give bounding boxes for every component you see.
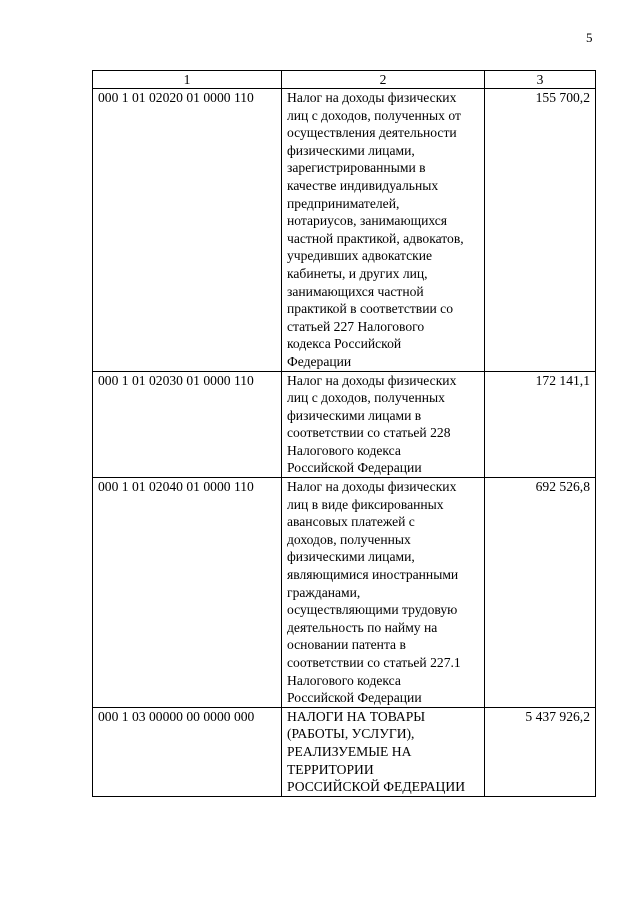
income-name-line: кабинеты, и других лиц, (287, 265, 428, 281)
income-name-line: Налогового кодекса (287, 442, 401, 458)
budget-code-cell: 000 1 01 02020 01 0000 110 (93, 89, 282, 372)
income-name-cell (282, 478, 485, 708)
income-name-line: Налог на доходы физических (287, 372, 457, 388)
income-name-line: Налог на доходы физических (287, 479, 457, 495)
income-name-line: основании патента в (287, 637, 406, 653)
income-name-line: лиц с доходов, полученных от (287, 107, 461, 123)
income-name-line: РЕАЛИЗУЕМЫЕ НА (287, 743, 412, 759)
income-name-cell (282, 707, 485, 796)
budget-code-cell: 000 1 01 02040 01 0000 110 (93, 478, 282, 708)
income-name-line: физическими лицами, (287, 142, 415, 158)
income-name-line: физическими лицами в (287, 407, 422, 423)
income-name-line: частной практикой, адвокатов, (287, 230, 464, 246)
income-name-line: доходов, полученных (287, 531, 411, 547)
income-name-line: деятельность по найму на (287, 619, 438, 635)
income-name-line: практикой в соответствии со (287, 301, 453, 317)
header-row (93, 71, 596, 89)
income-name-line: физическими лицами, (287, 549, 415, 565)
amount-cell: 155 700,2 (485, 89, 596, 372)
budget-code-cell: 000 1 03 00000 00 0000 000 (93, 707, 282, 796)
income-name-line: предпринимателей, (287, 195, 400, 211)
income-name-line: Российской Федерации (287, 460, 422, 476)
income-name-line: НАЛОГИ НА ТОВАРЫ (287, 708, 426, 724)
income-name-line: качестве индивидуальных (287, 177, 439, 193)
income-name-line: ТЕРРИТОРИИ (287, 761, 374, 777)
income-name-line: авансовых платежей с (287, 514, 415, 530)
income-name-line: соответствии со статьей 227.1 (287, 655, 461, 670)
income-name-line: соответствии со статьей 228 (287, 425, 451, 441)
header-column-3: 3 (485, 71, 596, 89)
income-name-cell (282, 89, 485, 372)
header-column-2: 2 (282, 71, 485, 89)
income-name-line: Налог на доходы физических (287, 90, 457, 105)
table-row (93, 89, 596, 372)
income-name-line: зарегистрированными в (287, 160, 426, 176)
income-name-cell (282, 371, 485, 478)
page-number: 5 (586, 30, 593, 45)
header-column-1: 1 (93, 71, 282, 89)
income-name-line: являющимися иностранными (287, 567, 459, 583)
income-name-line: осуществления деятельности (287, 125, 457, 141)
amount-cell: 5 437 926,2 (485, 707, 596, 796)
income-name-line: учредивших адвокатские (287, 248, 433, 264)
income-name-line: лиц в виде фиксированных (287, 496, 444, 512)
table-header (93, 71, 596, 89)
table-row (93, 707, 596, 796)
amount-cell: 692 526,8 (485, 478, 596, 708)
table-body (93, 89, 596, 797)
income-name-line: статьей 227 Налогового (287, 318, 425, 334)
income-name-line: осуществляющими трудовую (287, 602, 458, 618)
table-row (93, 371, 596, 478)
income-name-line: кодекса Российской (287, 336, 402, 352)
income-name-line: занимающихся частной (287, 283, 424, 299)
table-row (93, 478, 596, 708)
income-name-line: лиц с доходов, полученных (287, 390, 445, 406)
income-name-line: Налогового кодекса (287, 672, 401, 688)
income-name-line: Российской Федерации (287, 690, 422, 706)
income-name-line: Федерации (287, 353, 352, 369)
amount-cell: 172 141,1 (485, 371, 596, 478)
income-name-line: РОССИЙСКОЙ ФЕДЕРАЦИИ (287, 779, 466, 795)
income-name-line: нотариусов, занимающихся (287, 213, 448, 229)
income-name-line: (РАБОТЫ, УСЛУГИ), (287, 726, 415, 742)
income-name-line: гражданами, (287, 584, 361, 600)
budget-table (92, 70, 596, 797)
budget-code-cell: 000 1 01 02030 01 0000 110 (93, 371, 282, 478)
